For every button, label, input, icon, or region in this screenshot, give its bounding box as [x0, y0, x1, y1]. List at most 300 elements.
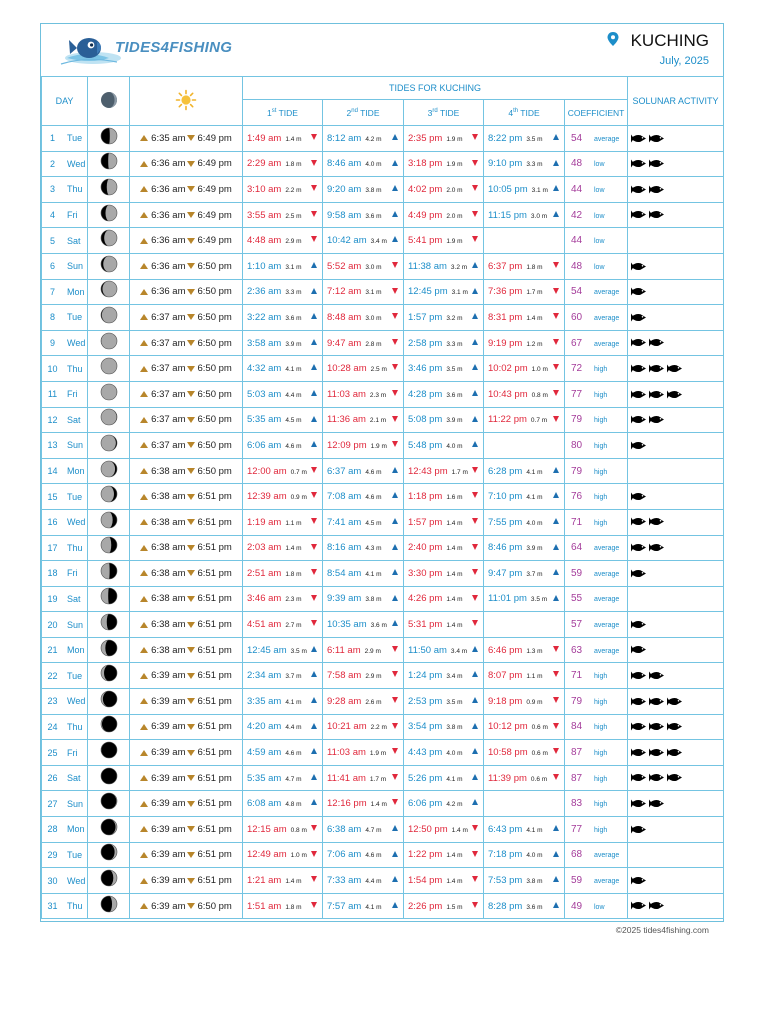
- arrow-down-icon: [472, 620, 478, 626]
- tide-cell: [404, 126, 484, 152]
- low-tide-arrow-icon: [392, 671, 398, 677]
- day-number: 19: [47, 593, 58, 604]
- tide-height: 4.8 m: [285, 801, 302, 809]
- weekday: Sat: [67, 414, 81, 425]
- fish-icon: [631, 313, 646, 322]
- fish-icon: [631, 517, 646, 526]
- tide-time: 5:08 pm: [408, 414, 443, 426]
- tide-height: 1.4 m: [446, 570, 463, 578]
- day-cell: [42, 561, 88, 587]
- sunrise-arrow-icon: [140, 622, 148, 628]
- coefficient-value: 80: [571, 439, 583, 451]
- tide-time: 10:28 am: [327, 363, 367, 375]
- coefficient-level: high: [594, 519, 608, 527]
- tide-time: 7:41 am: [327, 516, 362, 528]
- tide-cell: [484, 202, 565, 228]
- fish-icon: [631, 671, 646, 680]
- fish-icon: [631, 543, 646, 552]
- sunrise-time: 6:38 am: [151, 542, 186, 554]
- coefficient-cell: [565, 714, 628, 740]
- sunrise-arrow-icon: [140, 801, 148, 807]
- tide-cell: [404, 842, 484, 868]
- table-row: [42, 893, 724, 919]
- solunar-cell: [628, 228, 724, 254]
- tide-time: 10:05 pm: [488, 183, 528, 195]
- day-number: 31: [47, 901, 58, 912]
- tide-cell: [323, 279, 404, 305]
- tide-height: 3.0 m: [365, 314, 382, 322]
- tide-height: 2.8 m: [365, 340, 382, 348]
- sun-cell: [130, 433, 243, 459]
- tide-height: 2.3 m: [285, 596, 302, 604]
- day-cell: [42, 279, 88, 305]
- tide-height: 4.1 m: [526, 494, 543, 502]
- tide-time: 3:58 am: [247, 337, 282, 349]
- moon-phase-icon: [100, 690, 118, 708]
- tide-time: 1:21 am: [247, 875, 282, 887]
- moon-cell: [88, 535, 130, 561]
- moon-cell: [88, 663, 130, 689]
- coefficient-cell: [565, 663, 628, 689]
- coefficient-value: 42: [571, 209, 583, 221]
- tide-time: 6:43 pm: [488, 823, 523, 835]
- copyright: ©2025 tides4fishing.com: [615, 925, 709, 935]
- arrow-up-icon: [472, 364, 478, 370]
- arrow-down-icon: [472, 236, 478, 242]
- day-cell: [42, 356, 88, 382]
- tide-time: 3:22 am: [247, 311, 282, 323]
- tide-height: 1.4 m: [446, 878, 463, 886]
- sun-cell: [130, 484, 243, 510]
- weekday: Wed: [67, 696, 86, 707]
- sunrise-time: 6:37 am: [151, 311, 186, 323]
- tide-time: 11:01 pm: [488, 593, 527, 605]
- tide-height: 4.2 m: [446, 801, 463, 809]
- tide-height: 3.8 m: [365, 186, 382, 194]
- tide-height: 2.7 m: [285, 622, 302, 630]
- low-tide-arrow-icon: [472, 236, 478, 242]
- arrow-up-icon: [553, 134, 559, 140]
- tide-cell: [323, 791, 404, 817]
- fish-icon: [631, 901, 646, 910]
- arrow-down-icon: [553, 416, 559, 422]
- arrow-up-icon: [472, 723, 478, 729]
- sunset-arrow-icon: [187, 570, 195, 576]
- sunrise-arrow-icon: [140, 238, 148, 244]
- tide-time: 9:20 am: [327, 183, 362, 195]
- arrow-down-icon: [311, 569, 317, 575]
- tide-height: 3.1 m: [451, 289, 468, 297]
- tide-time: 4:20 am: [247, 721, 282, 733]
- tide-height: 2.6 m: [365, 698, 382, 706]
- tide-height: 1.4 m: [451, 826, 468, 834]
- coefficient-level: high: [594, 801, 608, 809]
- fish-icon: [631, 364, 646, 373]
- tide-cell: [404, 586, 484, 612]
- fish-icon: [631, 876, 646, 885]
- high-tide-arrow-icon: [392, 160, 398, 166]
- tide-height: 3.6 m: [526, 903, 543, 911]
- coefficient-value: 57: [571, 619, 583, 631]
- moon-cell: [88, 561, 130, 587]
- moon-cell: [88, 151, 130, 177]
- low-tide-arrow-icon: [392, 313, 398, 319]
- sun-cell: [130, 561, 243, 587]
- sunset-time: 6:51 pm: [197, 644, 232, 656]
- tide-time: 12:09 pm: [327, 439, 367, 451]
- sunset-time: 6:50 pm: [197, 311, 232, 323]
- low-tide-arrow-icon: [392, 441, 398, 447]
- tide-cell: [323, 228, 404, 254]
- fish-icon: [631, 159, 646, 168]
- moon-cell: [88, 458, 130, 484]
- sunset-time: 6:50 pm: [197, 465, 232, 477]
- coefficient-level: average: [594, 340, 620, 348]
- coefficient-value: 63: [571, 644, 583, 656]
- tide-time: 4:51 am: [247, 619, 282, 631]
- tide-time: 4:32 am: [247, 363, 282, 375]
- arrow-down-icon: [392, 416, 398, 422]
- tide-time: 5:03 am: [247, 388, 282, 400]
- day-number: 7: [49, 286, 55, 297]
- weekday: Fri: [67, 568, 78, 579]
- tide-cell: [323, 484, 404, 510]
- tide-cell: [243, 407, 323, 433]
- high-tide-arrow-icon: [472, 416, 478, 422]
- arrow-up-icon: [472, 288, 478, 294]
- high-tide-arrow-icon: [311, 723, 317, 729]
- fish-icon: [649, 338, 664, 347]
- low-tide-arrow-icon: [472, 211, 478, 217]
- day-cell: [42, 407, 88, 433]
- table-row: [42, 689, 724, 715]
- moon-phase-icon: [100, 869, 118, 887]
- moon-phase-icon: [100, 741, 118, 759]
- coefficient-cell: [565, 330, 628, 356]
- tide-cell: [323, 407, 404, 433]
- arrow-up-icon: [311, 339, 317, 345]
- day-cell: [42, 893, 88, 919]
- day-cell: [42, 253, 88, 279]
- day-number: 13: [47, 440, 58, 451]
- sun-cell: [130, 151, 243, 177]
- fish-icon: [667, 773, 682, 782]
- coefficient-level: average: [594, 135, 620, 143]
- tide-time: 8:31 pm: [488, 311, 523, 323]
- tide-height: 4.3 m: [365, 545, 382, 553]
- tide-time: 10:58 pm: [488, 747, 528, 759]
- solunar-cell: [628, 407, 724, 433]
- sunset-arrow-icon: [187, 596, 195, 602]
- coefficient-value: 44: [571, 183, 583, 195]
- weekday: Sun: [67, 261, 84, 272]
- tide-height: 3.7 m: [526, 570, 543, 578]
- tide-height: 2.2 m: [370, 724, 387, 732]
- weekday: Mon: [67, 645, 85, 656]
- day-cell: [42, 151, 88, 177]
- sun-icon: [175, 89, 197, 111]
- tide-cell: [484, 381, 565, 407]
- day-number: 21: [47, 645, 58, 656]
- tide-cell: [323, 765, 404, 791]
- tide-time: 8:28 pm: [488, 900, 523, 912]
- tide-height: 0.7 m: [290, 468, 307, 476]
- sunrise-time: 6:37 am: [151, 439, 186, 451]
- weekday: Thu: [67, 542, 83, 553]
- coefficient-value: 49: [571, 900, 583, 912]
- coefficient-level: high: [594, 494, 608, 502]
- tide-cell: [323, 509, 404, 535]
- sunset-time: 6:49 pm: [197, 235, 232, 247]
- weekday: Fri: [67, 210, 78, 221]
- tide-height: 3.5 m: [446, 698, 463, 706]
- tide-cell: [323, 535, 404, 561]
- sunset-arrow-icon: [187, 852, 195, 858]
- arrow-up-icon: [472, 774, 478, 780]
- tide-cell: [484, 356, 565, 382]
- sunrise-time: 6:38 am: [151, 619, 186, 631]
- tide-cell: [404, 689, 484, 715]
- tide-time: 3:55 am: [247, 209, 282, 221]
- coefficient-cell: [565, 484, 628, 510]
- coefficient-value: 64: [571, 542, 583, 554]
- tide-height: 2.0 m: [446, 186, 463, 194]
- weekday: Wed: [67, 158, 86, 169]
- arrow-down-icon: [553, 748, 559, 754]
- coefficient-level: average: [594, 545, 620, 553]
- coefficient-cell: [565, 817, 628, 843]
- low-tide-arrow-icon: [472, 620, 478, 626]
- tide-height: 4.6 m: [365, 494, 382, 502]
- tide-cell: [323, 817, 404, 843]
- tide-height: 4.6 m: [285, 442, 302, 450]
- tide-height: 3.2 m: [450, 263, 468, 271]
- header-tide-2: 2nd TIDE: [323, 100, 404, 126]
- day-cell: [42, 202, 88, 228]
- sun-cell: [130, 637, 243, 663]
- day-number: 9: [49, 338, 55, 349]
- table-row: [42, 279, 724, 305]
- location-block: [607, 31, 709, 67]
- tide-height: 3.1 m: [531, 186, 548, 194]
- arrow-up-icon: [553, 876, 559, 882]
- day-cell: [42, 509, 88, 535]
- tide-time: 1:57 pm: [408, 516, 443, 528]
- tide-time: 9:28 am: [327, 695, 362, 707]
- arrow-up-icon: [553, 825, 559, 831]
- solunar-cell: [628, 381, 724, 407]
- tide-height: 3.8 m: [526, 878, 543, 886]
- fish-icon: [649, 722, 664, 731]
- tide-cell: [243, 535, 323, 561]
- high-tide-arrow-icon: [311, 364, 317, 370]
- day-cell: [42, 458, 88, 484]
- low-tide-arrow-icon: [553, 390, 559, 396]
- coefficient-cell: [565, 279, 628, 305]
- day-number: 17: [47, 542, 58, 553]
- high-tide-arrow-icon: [472, 799, 478, 805]
- arrow-up-icon: [392, 134, 398, 140]
- high-tide-arrow-icon: [472, 339, 478, 345]
- coefficient-value: 77: [571, 823, 583, 835]
- tide-cell: [484, 535, 565, 561]
- arrow-down-icon: [311, 134, 317, 140]
- table-row: [42, 765, 724, 791]
- tide-time: 7:36 pm: [488, 286, 523, 298]
- weekday: Thu: [67, 901, 83, 912]
- high-tide-arrow-icon: [392, 595, 398, 601]
- moon-phase-icon: [100, 792, 118, 810]
- arrow-up-icon: [392, 569, 398, 575]
- arrow-down-icon: [553, 697, 559, 703]
- tide-height: 1.5 m: [446, 903, 463, 911]
- solunar-cell: [628, 893, 724, 919]
- tide-height: 1.7 m: [451, 468, 468, 476]
- arrow-up-icon: [311, 313, 317, 319]
- day-number: 22: [47, 670, 58, 681]
- high-tide-arrow-icon: [311, 441, 317, 447]
- tide-time: 7:18 pm: [488, 849, 523, 861]
- tide-cell: [323, 740, 404, 766]
- sun-cell: [130, 663, 243, 689]
- header-coefficient: COEFFICIENT: [565, 100, 628, 126]
- low-tide-arrow-icon: [392, 262, 398, 268]
- arrow-up-icon: [311, 364, 317, 370]
- sunrise-time: 6:39 am: [151, 823, 186, 835]
- high-tide-arrow-icon: [472, 723, 478, 729]
- solunar-cell: [628, 509, 724, 535]
- tide-time: 1:18 pm: [408, 491, 443, 503]
- arrow-up-icon: [472, 697, 478, 703]
- tide-time: 8:16 am: [327, 542, 362, 554]
- coefficient-level: low: [594, 212, 605, 220]
- sunrise-arrow-icon: [140, 135, 148, 141]
- arrow-up-icon: [553, 595, 559, 601]
- tide-time: 3:46 am: [247, 593, 282, 605]
- arrow-down-icon: [311, 467, 317, 473]
- low-tide-arrow-icon: [553, 646, 559, 652]
- sun-cell: [130, 458, 243, 484]
- high-tide-arrow-icon: [311, 671, 317, 677]
- tide-time: 11:38 am: [408, 260, 447, 272]
- coefficient-level: low: [594, 238, 605, 246]
- tide-cell: [404, 714, 484, 740]
- solunar-cell: [628, 586, 724, 612]
- sunset-time: 6:51 pm: [197, 491, 232, 503]
- coefficient-value: 48: [571, 158, 583, 170]
- tide-height: 3.4 m: [370, 238, 387, 246]
- tide-height: 3.5 m: [530, 596, 548, 604]
- fish-icon: [649, 697, 664, 706]
- coefficient-value: 55: [571, 593, 583, 605]
- tide-cell: [404, 868, 484, 894]
- arrow-down-icon: [311, 492, 317, 498]
- tide-height: 3.5 m: [446, 366, 463, 374]
- tide-cell: [243, 714, 323, 740]
- tide-time: 5:26 pm: [408, 772, 443, 784]
- low-tide-arrow-icon: [392, 339, 398, 345]
- sunset-arrow-icon: [187, 161, 195, 167]
- coefficient-level: low: [594, 263, 605, 271]
- coefficient-cell: [565, 458, 628, 484]
- sunrise-arrow-icon: [140, 366, 148, 372]
- sun-cell: [130, 177, 243, 203]
- tide-height: 4.6 m: [285, 750, 302, 758]
- tide-height: 0.9 m: [290, 494, 307, 502]
- brand-logo[interactable]: [57, 28, 232, 72]
- solunar-cell: [628, 612, 724, 638]
- tide-height: 1.4 m: [446, 596, 463, 604]
- tide-height: 1.4 m: [446, 519, 463, 527]
- sunrise-arrow-icon: [140, 314, 148, 320]
- tide-time: 5:52 am: [327, 260, 362, 272]
- low-tide-arrow-icon: [472, 134, 478, 140]
- moon-cell: [88, 433, 130, 459]
- table-row: [42, 535, 724, 561]
- tide-height: 2.1 m: [369, 417, 387, 425]
- high-tide-arrow-icon: [472, 748, 478, 754]
- day-cell: [42, 228, 88, 254]
- sunset-arrow-icon: [187, 391, 195, 397]
- arrow-up-icon: [392, 876, 398, 882]
- arrow-down-icon: [553, 671, 559, 677]
- sunrise-arrow-icon: [140, 212, 148, 218]
- arrow-up-icon: [472, 262, 478, 268]
- high-tide-arrow-icon: [311, 339, 317, 345]
- tide-table: [41, 76, 724, 919]
- moon-phase-icon: [100, 715, 118, 733]
- tide-height: 1.4 m: [285, 135, 302, 143]
- tide-cell: [243, 330, 323, 356]
- table-row: [42, 586, 724, 612]
- table-row: [42, 842, 724, 868]
- tide-time: 3:35 am: [247, 695, 282, 707]
- tide-height: 1.9 m: [446, 161, 463, 169]
- sunset-time: 6:51 pm: [197, 670, 232, 682]
- high-tide-arrow-icon: [553, 851, 559, 857]
- table-row: [42, 381, 724, 407]
- high-tide-arrow-icon: [553, 876, 559, 882]
- table-row: [42, 817, 724, 843]
- tide-time: 5:48 pm: [408, 439, 443, 451]
- tide-cell: [323, 893, 404, 919]
- sunset-time: 6:50 pm: [197, 414, 232, 426]
- tide-cell: [404, 228, 484, 254]
- tide-cell: [243, 868, 323, 894]
- arrow-down-icon: [392, 390, 398, 396]
- low-tide-arrow-icon: [472, 876, 478, 882]
- tide-height: 3.9 m: [446, 417, 463, 425]
- tide-height: 4.7 m: [365, 826, 382, 834]
- weekday: Mon: [67, 466, 85, 477]
- coefficient-level: low: [594, 186, 605, 194]
- day-cell: [42, 791, 88, 817]
- table-row: [42, 791, 724, 817]
- high-tide-arrow-icon: [392, 902, 398, 908]
- sunrise-time: 6:38 am: [151, 644, 186, 656]
- coefficient-value: 60: [571, 311, 583, 323]
- tide-cell: [404, 561, 484, 587]
- solunar-cell: [628, 279, 724, 305]
- sunset-time: 6:51 pm: [197, 567, 232, 579]
- tide-time: 2:53 pm: [408, 695, 443, 707]
- day-number: 3: [49, 184, 55, 195]
- sunset-time: 6:50 pm: [197, 439, 232, 451]
- tide-time: 11:22 pm: [488, 414, 527, 426]
- moon-cell: [88, 330, 130, 356]
- tide-cell: [484, 637, 565, 663]
- day-cell: [42, 330, 88, 356]
